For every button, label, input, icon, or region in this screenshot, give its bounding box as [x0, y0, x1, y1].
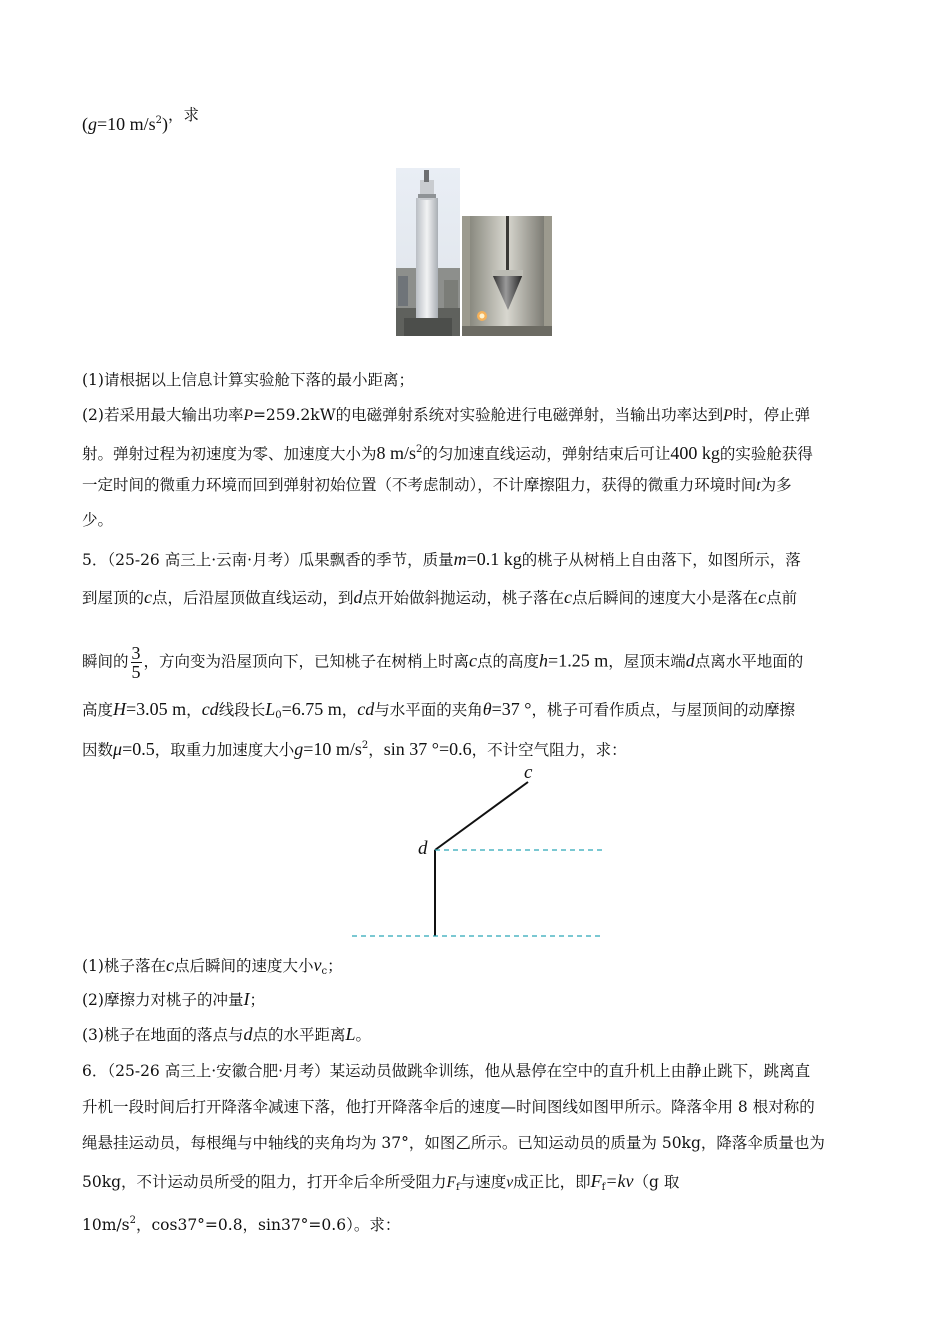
q5-line4: 高度H=3.05 m，cd线段长$L_0=6.75$ m，cd与水平面的夹角θ=37 °，桃子可看作质点，与屋顶间的动摩擦: [82, 699, 795, 721]
q6-line5: $10m/s^2$，cos37°=0.8，sin37°=0.6）。求：: [82, 1215, 401, 1234]
q4-part1: (1)请根据以上信息计算实验舱下落的最小距离；: [82, 371, 414, 389]
q4-part2-line2: 射。弹射过程为初速度为零、加速度大小为8 $m/s^2$的匀加速直线运动，弹射结束后可让400 kg的实验舱获得: [82, 443, 813, 463]
q6-line4: 50kg，不计运动员所受的阻力，打开伞后伞所受阻力$F_f$与速度v成正比，即$F_f=kv(g$ 取: [82, 1171, 680, 1193]
tower-photo-left: [396, 168, 460, 336]
drop-tower-photos: [396, 168, 552, 336]
label-c: c: [524, 762, 533, 783]
gravity-line: (g=10 $m/s^2$)，求: [82, 106, 200, 134]
roof-diagram: [340, 760, 610, 945]
q4-part2-line3: 一定时间的微重力环境而回到弹射初始位置（不考虑制动），不计摩擦阻力，获得的微重力环境时间t为多: [82, 476, 792, 494]
q5-line5: 因数μ=0.5，取重力加速度大小g=10 $m/s^2$，sin 37 °=0.6，不计空气阻力，求：: [82, 739, 627, 759]
q5-sub2: (2)摩擦力对桃子的冲量I；: [82, 989, 265, 1009]
q6-line1: 6．（25-26 高三上·安徽合肥·月考）某运动员做跳伞训练，他从悬停在空中的直升机上由静止跳下，跳离直: [82, 1062, 811, 1080]
q5-sub3: (3)桃子在地面的落点与d点的水平距离L。: [82, 1024, 372, 1044]
q5-sub1: (1)桃子落在c点后瞬间的速度大小$v_c$；: [82, 955, 343, 977]
fraction-three-fifths: $\frac{3}{5}$: [131, 643, 141, 682]
q5-line3: 瞬间的 $\frac{3}{5}$ ，方向变为沿屋顶向下，已知桃子在树梢上时离c点的高度h=1.25 m，屋顶末端d点离水平地面的: [82, 643, 804, 682]
q4-part2-line1: (2)若采用最大输出功率P=259.2kW的电磁弹射系统对实验舱进行电磁弹射，当输出功率达到P时，停止弹: [82, 406, 811, 424]
q5-line2: 到屋顶的c点，后沿屋顶做直线运动，到d点开始做斜抛运动，桃子落在c点后瞬间的速度大小是落在c点前: [82, 587, 798, 607]
chamber-photo-right: [462, 216, 552, 336]
q5-line1: 5．（25-26 高三上·云南·月考）瓜果飘香的季节，质量m=0.1 kg的桃子从树梢上自由落下，如图所示，落: [82, 549, 801, 569]
roof-slope-cd: [435, 782, 528, 850]
q6-line3: 绳悬挂运动员，每根绳与中轴线的夹角均为 37°，如图乙所示。已知运动员的质量为 50kg，降落伞质量也为: [82, 1134, 825, 1152]
q4-part2-line4: 少。: [82, 511, 114, 529]
label-d: d: [418, 838, 428, 859]
q6-line2: 升机一段时间后打开降落伞减速下落，他打开降落伞后的速度—时间图线如图甲所示。降落伞用 8 根对称的: [82, 1098, 815, 1116]
